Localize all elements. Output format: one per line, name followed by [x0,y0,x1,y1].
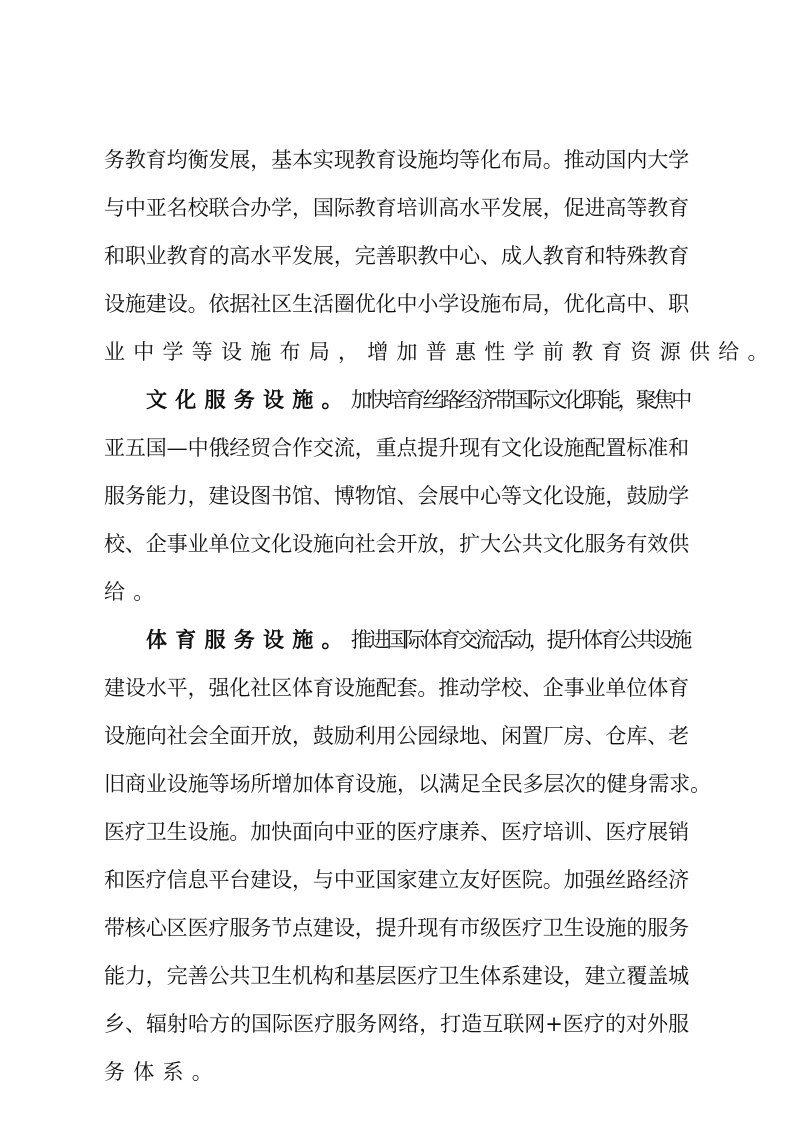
paragraph-line [0,860,793,900]
paragraph-line [0,716,793,756]
section-heading: 文化服务设施。 [146,387,351,412]
paragraph-line [0,284,793,324]
line-text: 加快培育丝路经济带国际文化职能，聚焦中 [350,388,689,412]
line-text: 建设水平，强化社区体育设施配套。推动学校、企事业单位体育 [104,676,689,700]
line-text: 务体系。 [104,1060,221,1084]
paragraph-line [0,1052,793,1092]
line-text: 带核心区医疗服务节点建设，提升现有市级医疗卫生设施的服务 [104,916,689,940]
line-text: 乡、辐射哈方的国际医疗服务网络，打造互联网+医疗的对外服 [104,1012,689,1036]
paragraph-line [0,476,793,516]
paragraph-line [0,1004,793,1044]
line-text: 设施向社会全面开放，鼓励利用公园绿地、闲置厂房、仓库、老 [104,724,689,748]
paragraph-line [0,332,793,372]
line-text: 业中学等设施布局，增加普惠性学前教育资源供给。 [104,340,777,364]
paragraph-line [0,620,793,660]
paragraph-line [0,236,793,276]
line-text: 推进国际体育交流活动，提升体育公共设施 [350,628,689,652]
paragraph-line [0,380,793,420]
paragraph-line [0,812,793,852]
line-text: 校、企事业单位文化设施向社会开放，扩大公共文化服务有效供 [104,532,689,556]
paragraph-line [0,764,793,804]
line-text: 设施建设。依据社区生活圈优化中小学设施布局，优化高中、职 [104,292,689,316]
paragraph-line [0,524,793,564]
line-text: 和职业教育的高水平发展，完善职教中心、成人教育和特殊教育 [104,244,689,268]
line-text: 务教育均衡发展，基本实现教育设施均等化布局。推动国内大学 [104,148,689,172]
line-text: 服务能力，建设图书馆、博物馆、会展中心等文化设施，鼓励学 [104,484,689,508]
section-heading: 体育服务设施。 [146,627,351,652]
paragraph-line [0,908,793,948]
paragraph-line [0,140,793,180]
paragraph-line [0,428,793,468]
line-text: 与中亚名校联合办学，国际教育培训高水平发展，促进高等教育 [104,196,689,220]
paragraph-line [0,572,793,612]
line-text: 能力，完善公共卫生机构和基层医疗卫生体系建设，建立覆盖城 [104,964,689,988]
line-text: 医疗卫生设施。加快面向中亚的医疗康养、医疗培训、医疗展销 [104,820,689,844]
paragraph-line [0,188,793,228]
line-text: 旧商业设施等场所增加体育设施，以满足全民多层次的健身需求。 [104,772,711,796]
line-text: 给。 [104,580,163,604]
paragraph-line [0,956,793,996]
line-text: 和医疗信息平台建设，与中亚国家建立友好医院。加强丝路经济 [104,868,689,892]
line-text: 亚五国—中俄经贸合作交流，重点提升现有文化设施配置标准和 [104,436,689,460]
paragraph-line [0,668,793,708]
